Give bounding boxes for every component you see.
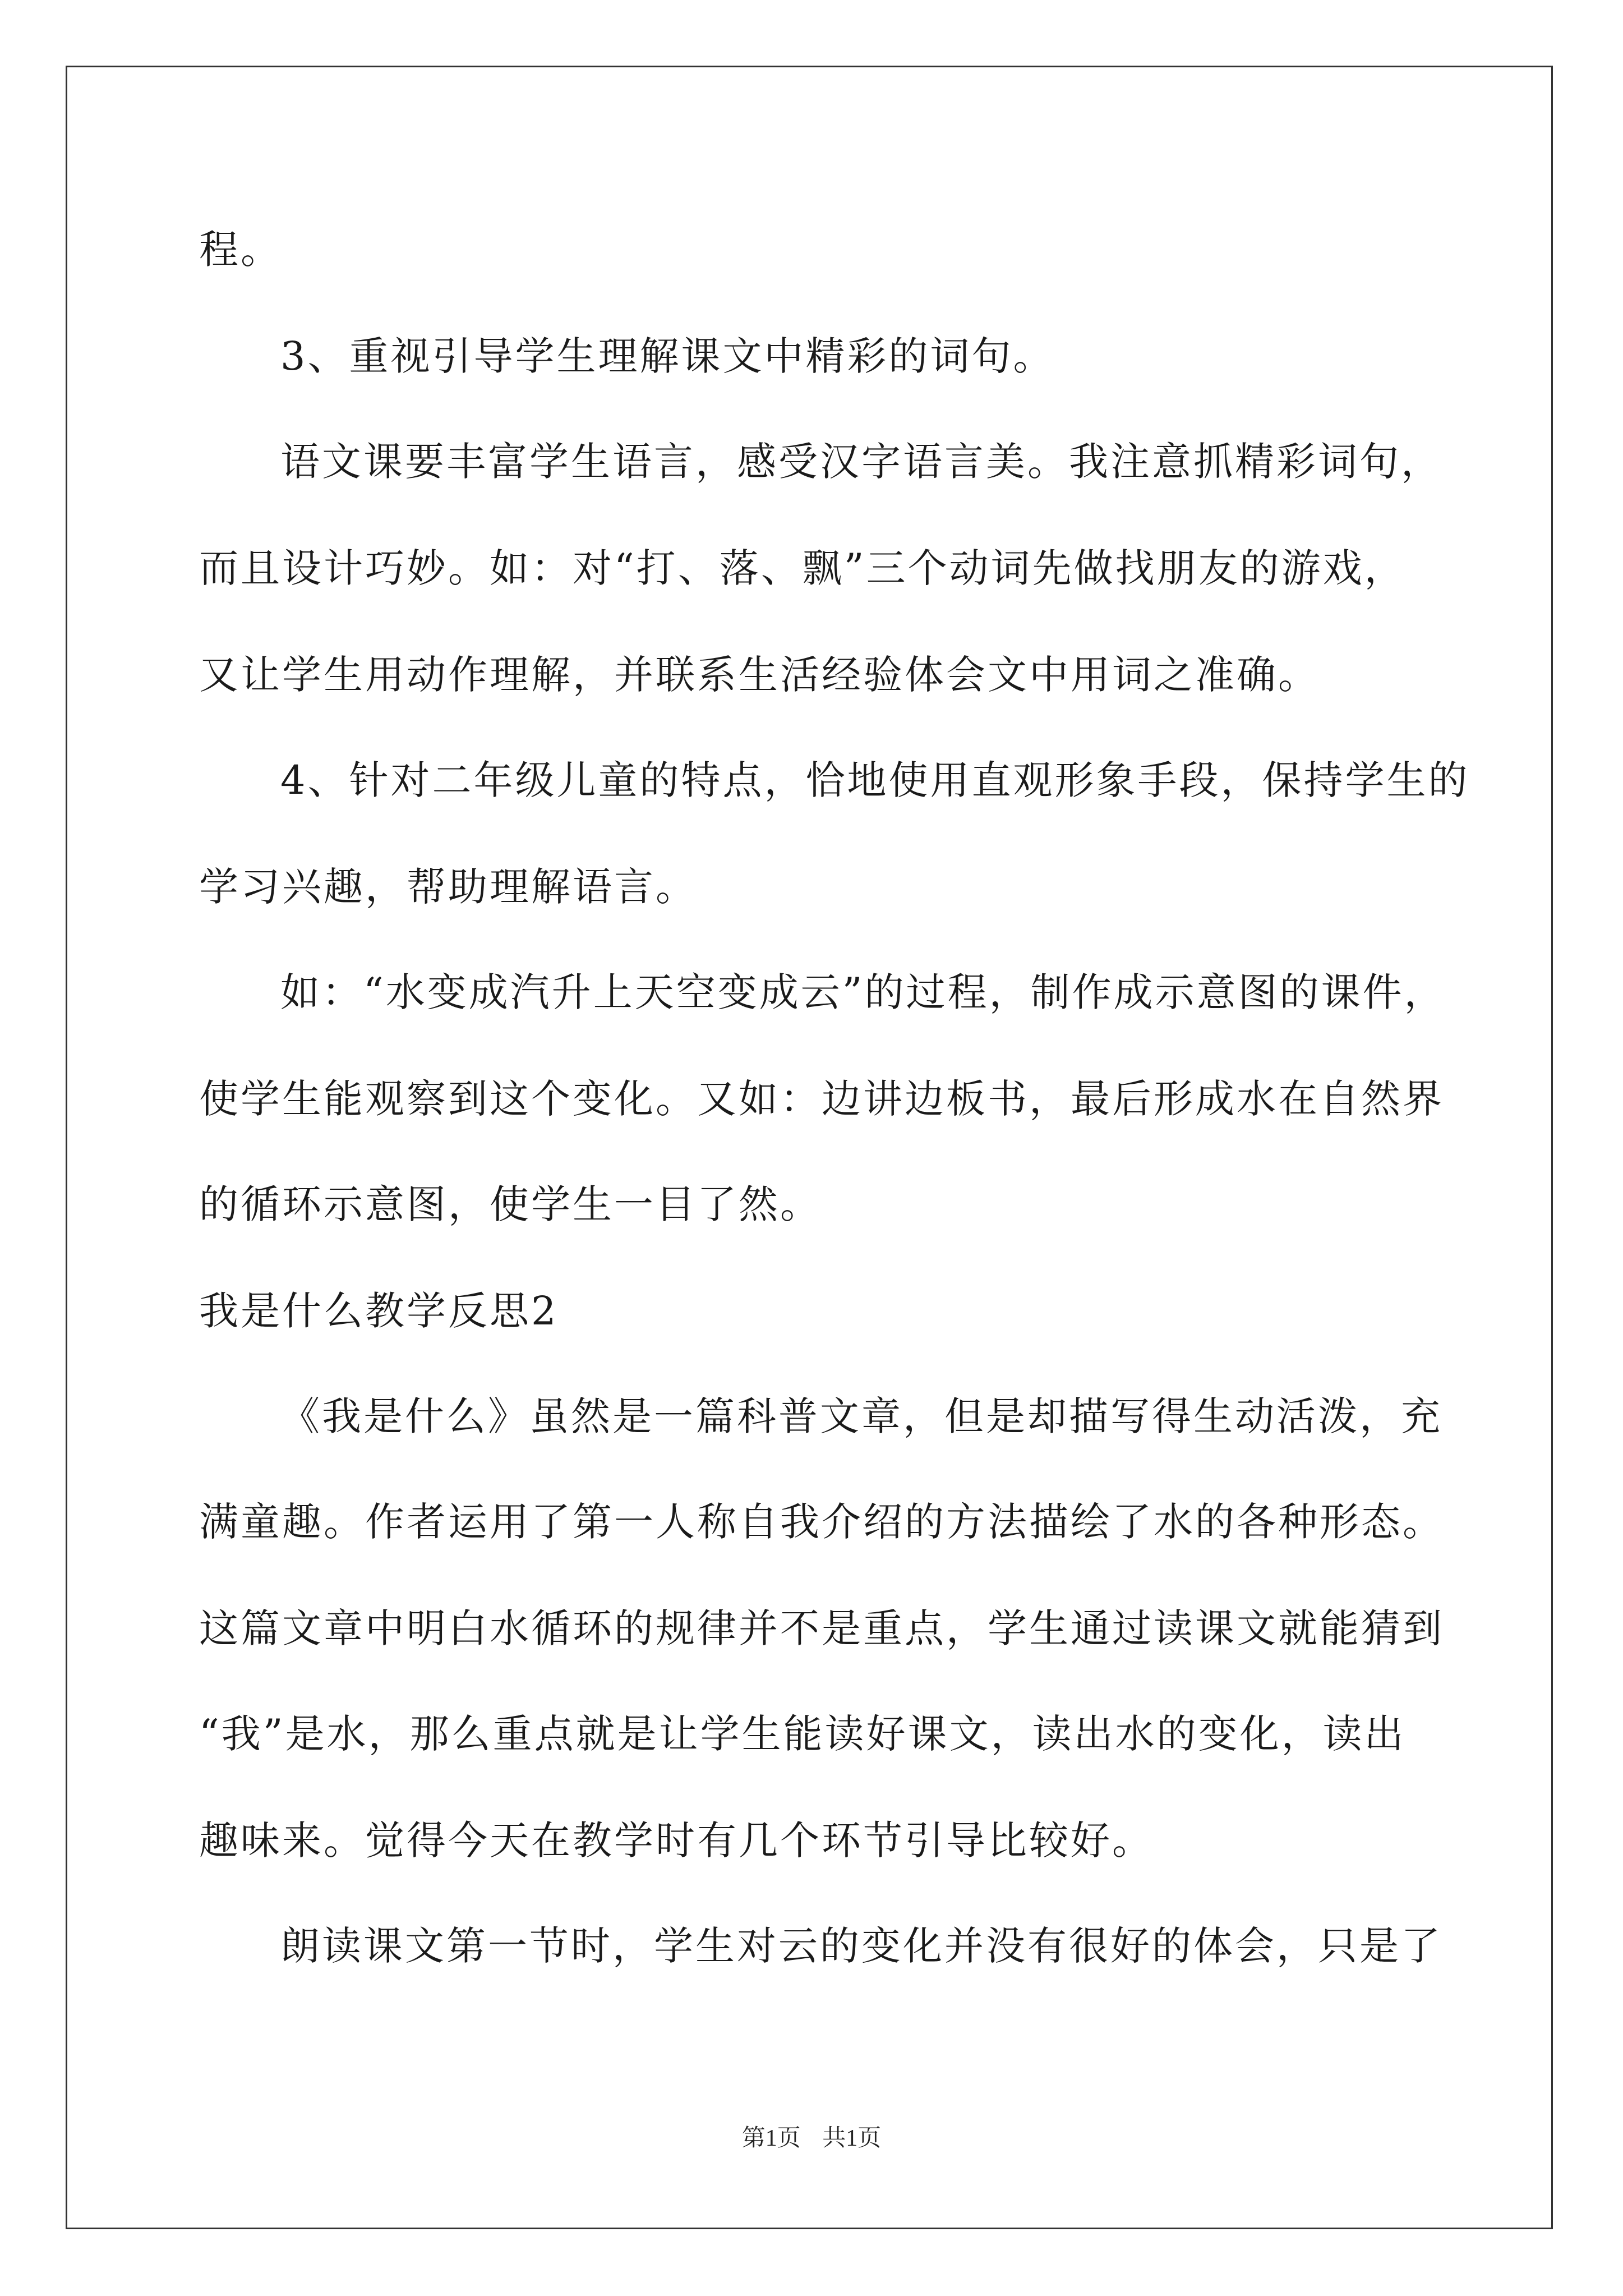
page-border [66,66,1553,2229]
list-item-4: 4、针对二年级儿童的特点，恰地使用直观形象手段，保持学生的 [280,757,1470,803]
page-footer [0,2122,1623,2155]
paragraph-line: 如：“水变成汽升上天空变成云”的过程，制作成示意图的课件， [280,969,1446,1015]
paragraph-line: 使学生能观察到这个变化。又如：边讲边板书，最后形成水在自然界 [199,1076,1444,1122]
paragraph-line: 满童趣。作者运用了第一人称自我介绍的方法描绘了水的各种形态。 [199,1499,1444,1545]
paragraph-line: 学习兴趣，帮助理解语言。 [199,864,697,910]
paragraph-line: “我”是水，那么重点就是让学生能读好课文，读出水的变化，读出 [199,1711,1406,1757]
page-number: 第1页 [741,2125,801,2151]
paragraph-line: 语文课要丰富学生语言，感受汉字语言美。我注意抓精彩词句， [280,439,1442,485]
paragraph-line: 趣味来。觉得今天在教学时有几个环节引导比较好。 [199,1818,1154,1864]
paragraph-line: 又让学生用动作理解，并联系生活经验体会文中用词之准确。 [199,652,1320,698]
section-heading: 我是什么教学反思2 [199,1288,559,1334]
paragraph-line: 的循环示意图，使学生一目了然。 [199,1181,822,1227]
paragraph-line: 这篇文章中明白水循环的规律并不是重点，学生通过读课文就能猜到 [199,1605,1444,1651]
page-total: 共1页 [822,2125,882,2151]
list-item-3: 3、重视引导学生理解课文中精彩的词句。 [280,333,1055,379]
paragraph-line: 而且设计巧妙。如：对“打、落、飘”三个动词先做找朋友的游戏， [199,545,1406,591]
paragraph-line: 《我是什么》虽然是一篇科普文章，但是却描写得生动活泼，充 [280,1393,1442,1439]
text-line: 程。 [199,227,282,273]
paragraph-line: 朗读课文第一节时，学生对云的变化并没有很好的体会，只是了 [280,1923,1442,1969]
